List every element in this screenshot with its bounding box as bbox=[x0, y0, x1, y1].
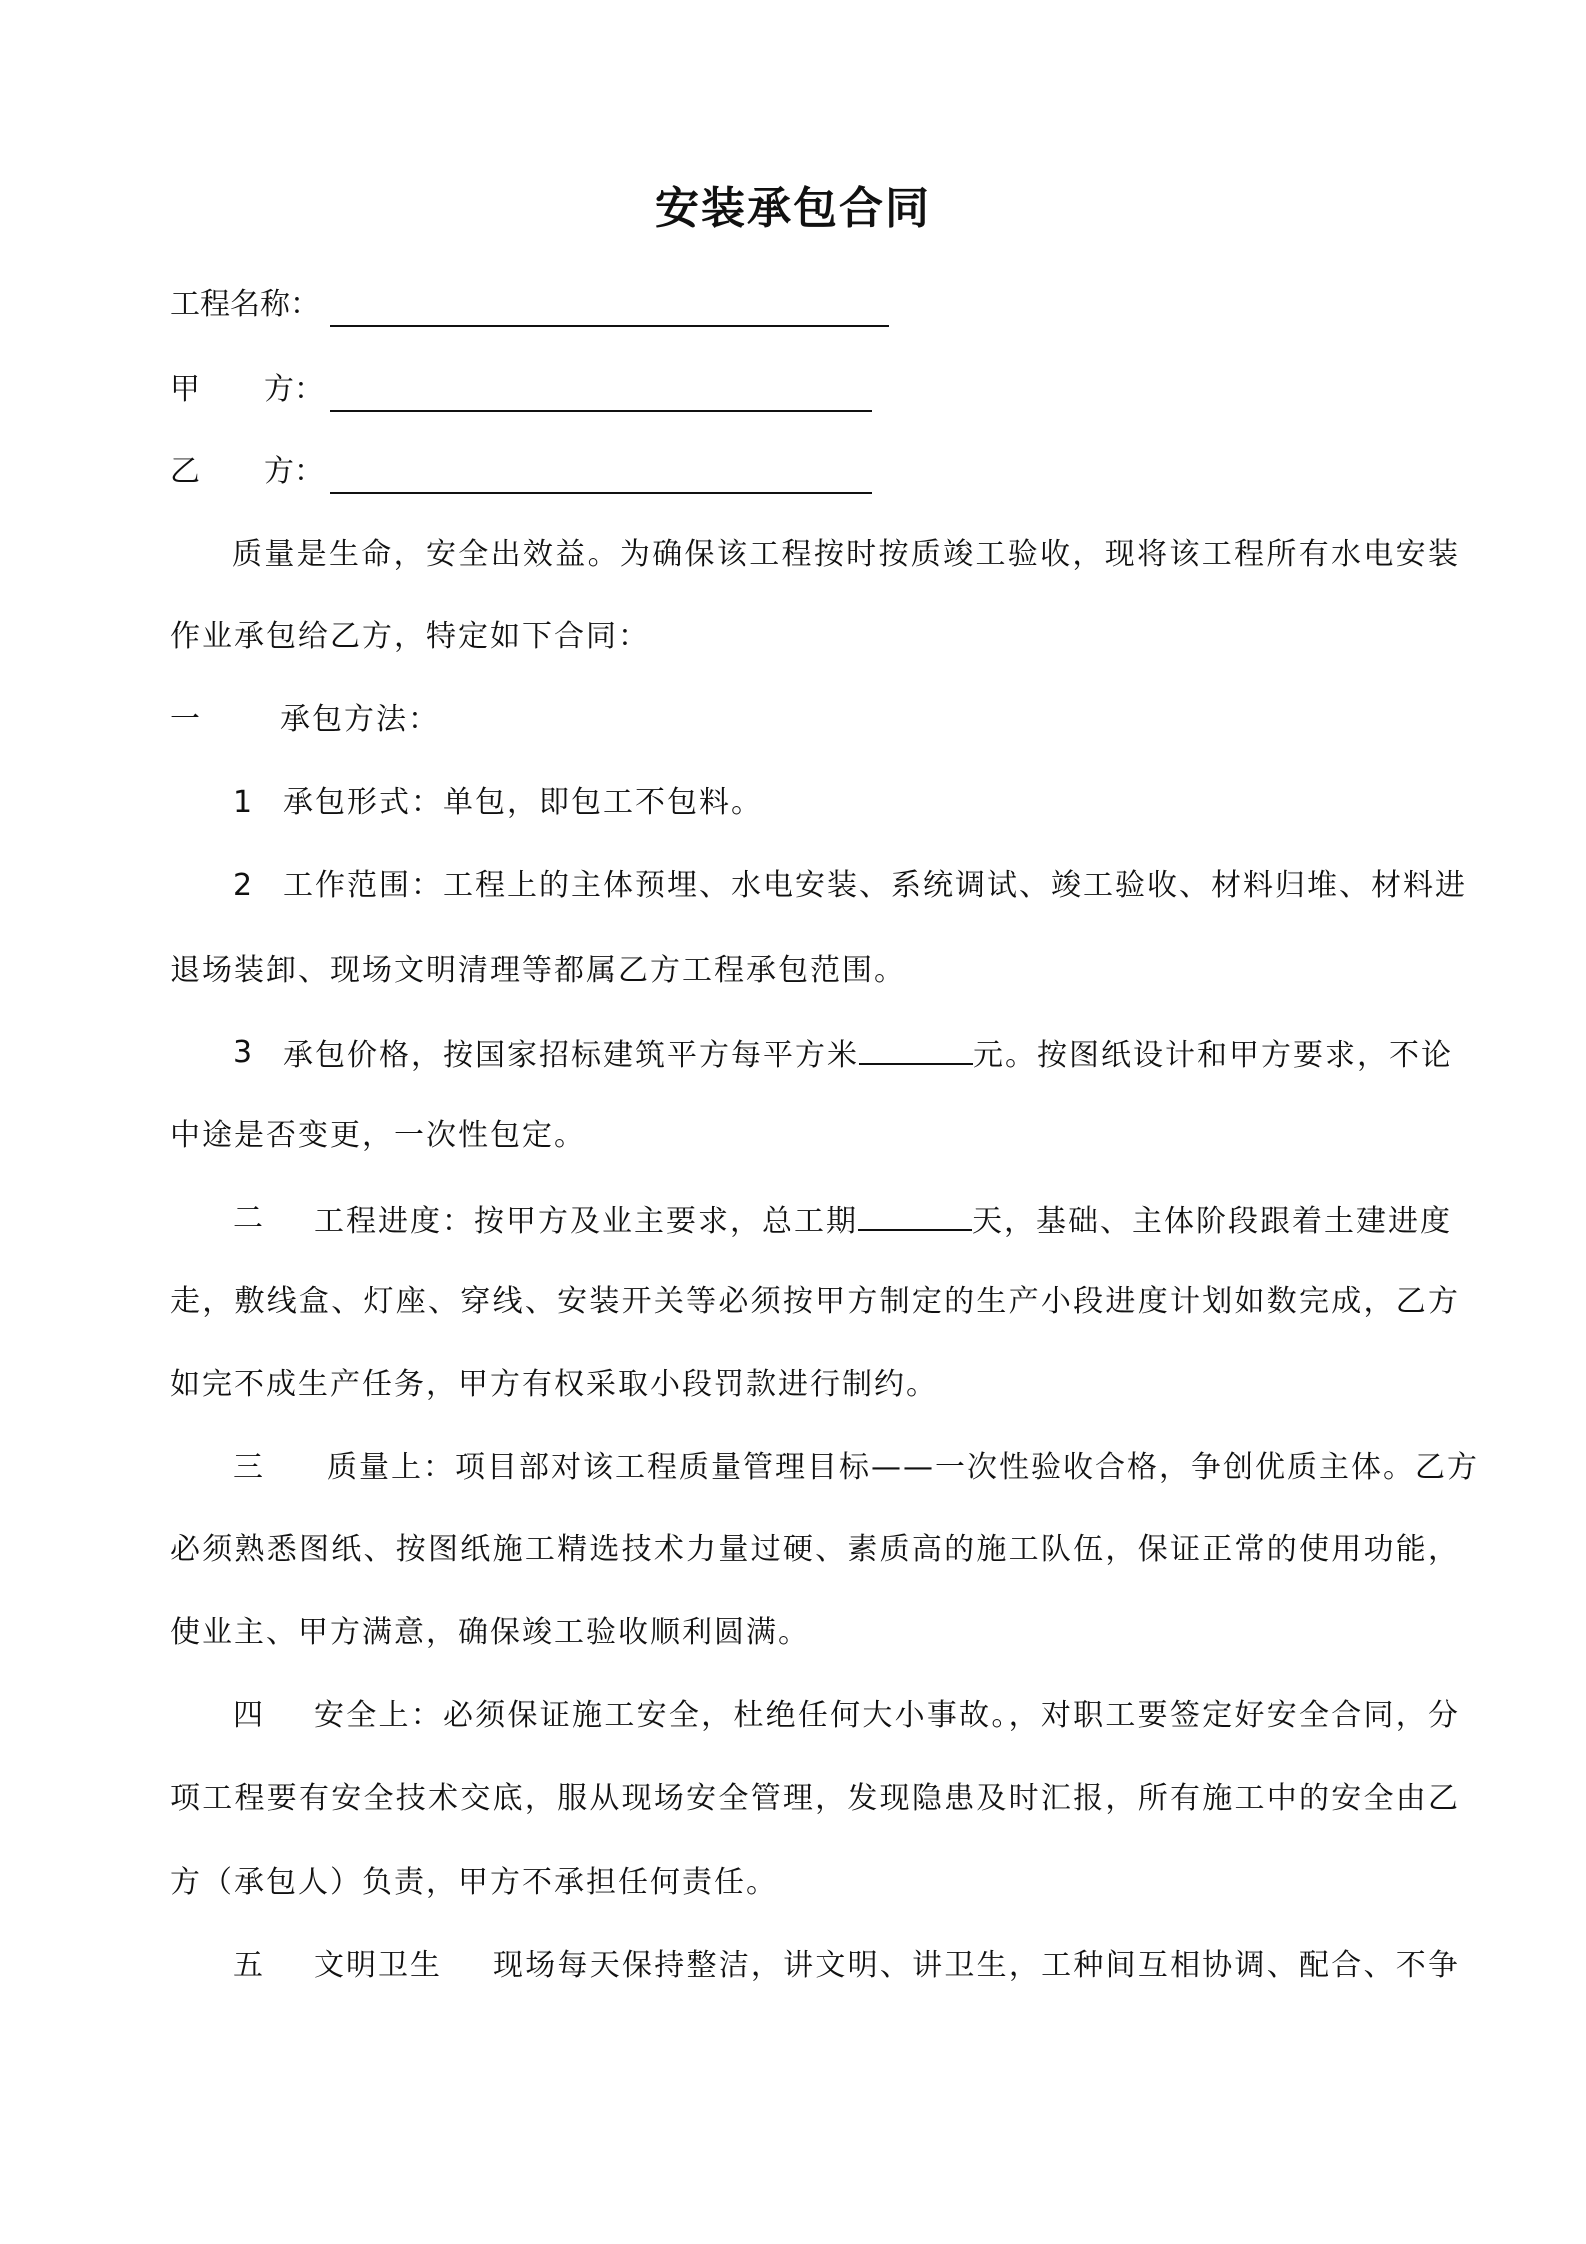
section2-line-3: 如完不成生产任务，甲方有权采取小段罚款进行制约。 bbox=[170, 1367, 938, 1402]
item3-line-1 bbox=[283, 1033, 1453, 1073]
section2-text-after: 天，基础、主体阶段跟着土建进度 bbox=[972, 1204, 1452, 1239]
section4-line-2: 项工程要有安全技术交底，服从现场安全管理，发现隐患及时汇报，所有施工中的安全由乙 bbox=[170, 1781, 1460, 1816]
section3-line-2: 必须熟悉图纸、按图纸施工精选技术力量过硬、素质高的施工队伍，保证正常的使用功能， bbox=[170, 1532, 1460, 1567]
item3-text-after: 元。按图纸设计和甲方要求，不论 bbox=[973, 1038, 1453, 1073]
project-name-blank[interactable] bbox=[330, 325, 889, 327]
item2-line-2: 退场装卸、现场文明清理等都属乙方工程承包范围。 bbox=[170, 953, 906, 988]
section2-line-2: 走，敷线盒、灯座、穿线、安装开关等必须按甲方制定的生产小段进度计划如数完成，乙方 bbox=[170, 1284, 1460, 1319]
item1-text: 承包形式：单包，即包工不包料。 bbox=[283, 785, 763, 820]
section3-number: 三 bbox=[233, 1450, 265, 1485]
project-name-label: 工程名称： bbox=[170, 287, 320, 322]
document-title: 安装承包合同 bbox=[655, 183, 931, 234]
section2-number: 二 bbox=[233, 1201, 265, 1236]
section2-text-before: 工程进度：按甲方及业主要求，总工期 bbox=[314, 1204, 858, 1239]
price-blank[interactable] bbox=[859, 1033, 973, 1065]
section5-line-1: 现场每天保持整洁，讲文明、讲卫生，工种间互相协调、配合、不争 bbox=[493, 1948, 1460, 1983]
section4-line-3: 方（承包人）负责，甲方不承担任何责任。 bbox=[170, 1865, 778, 1900]
item3-text-before: 承包价格，按国家招标建筑平方每平方米 bbox=[283, 1038, 859, 1073]
party-a-label-suffix: 方： bbox=[264, 372, 324, 407]
item1-number: 1 bbox=[233, 785, 255, 820]
section2-line-1 bbox=[314, 1199, 1452, 1239]
section1-heading: 承包方法： bbox=[280, 702, 440, 737]
section3-line-3: 使业主、甲方满意，确保竣工验收顺利圆满。 bbox=[170, 1615, 810, 1650]
party-b-label-suffix: 方： bbox=[264, 454, 324, 489]
section5-number: 五 bbox=[233, 1948, 265, 1983]
item3-number: 3 bbox=[233, 1035, 255, 1070]
duration-blank[interactable] bbox=[858, 1199, 972, 1231]
item2-line-1: 工作范围：工程上的主体预埋、水电安装、系统调试、竣工验收、材料归堆、材料进 bbox=[283, 868, 1467, 903]
item3-line-2: 中途是否变更，一次性包定。 bbox=[170, 1118, 586, 1153]
intro-line-1: 质量是生命，安全出效益。为确保该工程按时按质竣工验收，现将该工程所有水电安装 bbox=[232, 537, 1460, 572]
section1-number: 一 bbox=[170, 702, 202, 737]
section4-number: 四 bbox=[233, 1698, 265, 1733]
section3-line-1: 质量上：项目部对该工程质量管理目标——一次性验收合格，争创优质主体。乙方 bbox=[327, 1450, 1479, 1485]
section4-line-1: 安全上：必须保证施工安全，杜绝任何大小事故。，对职工要签定好安全合同，分 bbox=[314, 1698, 1460, 1733]
party-a-label: 甲 bbox=[170, 372, 200, 407]
section5-heading: 文明卫生 bbox=[314, 1948, 442, 1983]
intro-line-2: 作业承包给乙方，特定如下合同： bbox=[170, 619, 650, 654]
party-b-blank[interactable] bbox=[330, 492, 872, 494]
party-b-label: 乙 bbox=[170, 454, 200, 489]
party-a-blank[interactable] bbox=[330, 410, 872, 412]
item2-number: 2 bbox=[233, 868, 255, 903]
